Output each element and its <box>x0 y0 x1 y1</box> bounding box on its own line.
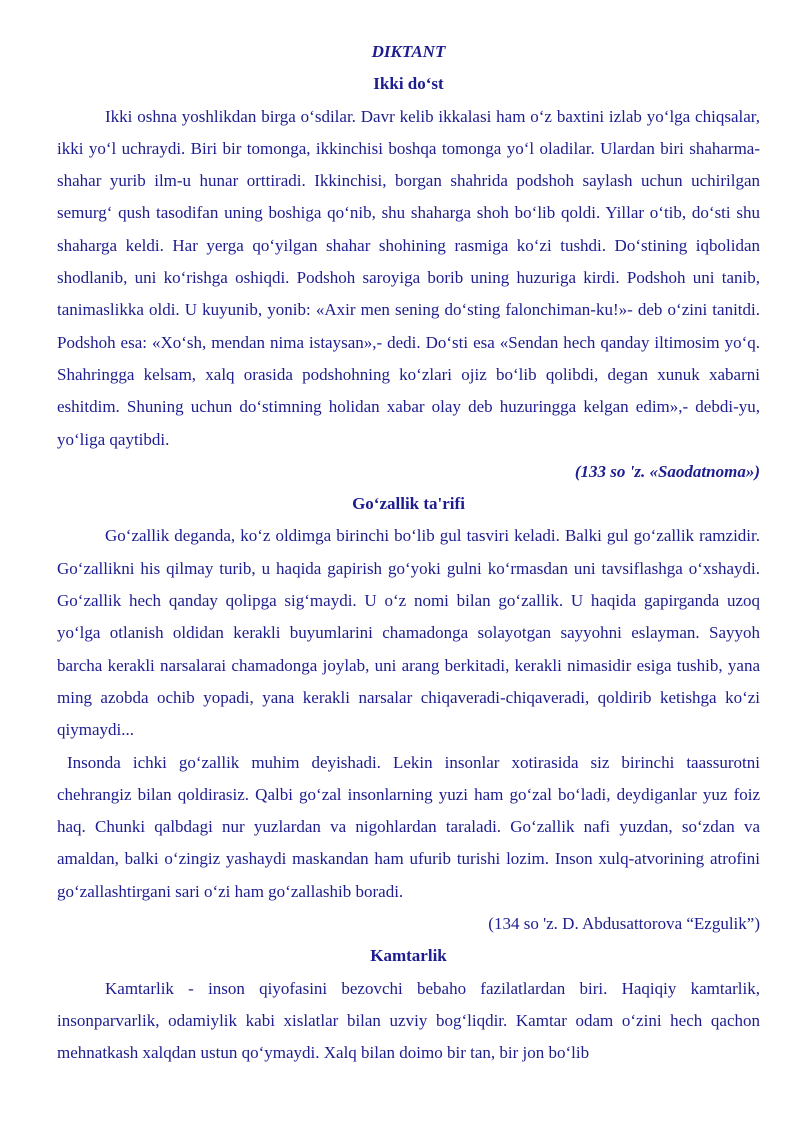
section-kamtarlik <box>57 940 760 1069</box>
citation: (133 so 'z. «Saodatnoma») <box>574 461 760 481</box>
section-heading: Ikki do‘st <box>373 74 444 94</box>
section-heading: Go‘zallik ta'rifi <box>352 494 465 514</box>
section-gozallik-tarifi <box>57 488 760 940</box>
section-heading: Kamtarlik <box>370 946 447 966</box>
paragraph: Kamtarlik - inson qiyofasini bezovchi bebaho fazilatlardan biri. Haqiqiy kamtarlik, insonparvarlik, odamiylik kabi xislatlar bilan uzviy bog‘liqdir. Kamtar odam o‘zini hech qachon mehnatkash xalqdan ustun qo‘ymaydi. Xalq bilan doimo bir tan, bir jon bo‘lib <box>57 978 760 1063</box>
citation: (134 so 'z. D. Abdusattorova “Ezgulik”) <box>488 914 760 934</box>
paragraph: Go‘zallik deganda, ko‘z oldimga birinchi bo‘lib gul tasviri keladi. Balki gul go‘zallik ramzidir. Go‘zallikni his qilmay turib, u haqida gapirish go‘yoki gulni ko‘rmasdan uni tavsiflashga o‘xshaydi. Go‘zallik hech qanday qolipga sig‘maydi. U o‘z nomi bilan go‘zallik. U haqida gapirganda uzoq yo‘lga otlanish oldidan kerakli buyumlarini chamadonga solayotgan sayyohni eslayman. Sayyoh barcha kerakli narsalarai chamadonga joylab, uni arang berkitadi, kerakli nimasidir esiga tushib, yana ming azobda ochib yopadi, yana kerakli narsalar chiqaveradi-chiqaveradi, qoldirib ketishga ko‘zi qiymaydi... <box>57 526 760 740</box>
paragraph: Insonda ichki go‘zallik muhim deyishadi. Lekin insonlar xotirasida siz birinchi taassurotni chehrangiz bilan qoldirasiz. Qalbi go‘zal insonlarning yuzi ham go‘zal bo‘ladi, deydiganlar yuz foiz haq. Chunki qalbdagi nur yuzlardan va nigohlardan taraladi. Go‘zallik nafi yuzdan, so‘zdan va amaldan, balki o‘zingiz yashaydi maskandan ham ufurib turishi lozim. Inson xulq-atvorining atrofini go‘zallashtirgani sari o‘zi ham go‘zallashib boradi. <box>57 752 760 901</box>
document-title: DIKTANT <box>371 42 446 61</box>
section-ikki-dost <box>57 68 760 488</box>
paragraph: Ikki oshna yoshlikdan birga o‘sdilar. Davr kelib ikkalasi ham o‘z baxtini izlab yo‘lga chiqsalar, ikki yo‘l uchraydi. Biri bir tomonga, ikkinchisi boshqa tomonga yo‘l oladilar. Ulardan biri shaharma-shahar yurib ilm-u hunar orttiradi. Ikkinchisi, borgan shahrida podshoh saylash uchun uchirilgan semurg‘ qush tasodifan uning boshiga qo‘nib, shu shaharga shoh bo‘lib qoldi. Yillar o‘tib, do‘sti shu shaharga keldi. Har yerga qo‘yilgan shahar shohining rasmiga ko‘zi tushdi. Do‘stining iqbolidan shodlanib, uni ko‘rishga oshiqdi. Podshoh saroyiga borib uning huzuriga kirdi. Podshoh uni tanib, tanimaslikka oldi. U kuyunib, yonib: «Axir men sening do‘sting falonchiman-ku!»- deb o‘zini tanitdi. Podshoh esa: «Xo‘sh, mendan nima istaysan»,- dedi. Do‘sti esa «Sendan hech qanday iltimosim yo‘q. Shahringga kelsam, xalq orasida podshohning ko‘zlari ojiz bo‘lib qolibdi, degan xunuk xabarni eshitdim. Shuning uchun do‘stimning holidan xabar olay deb huzuringga kelgan edim»,- debdi-yu, yo‘liga qaytibdi. <box>57 106 760 449</box>
